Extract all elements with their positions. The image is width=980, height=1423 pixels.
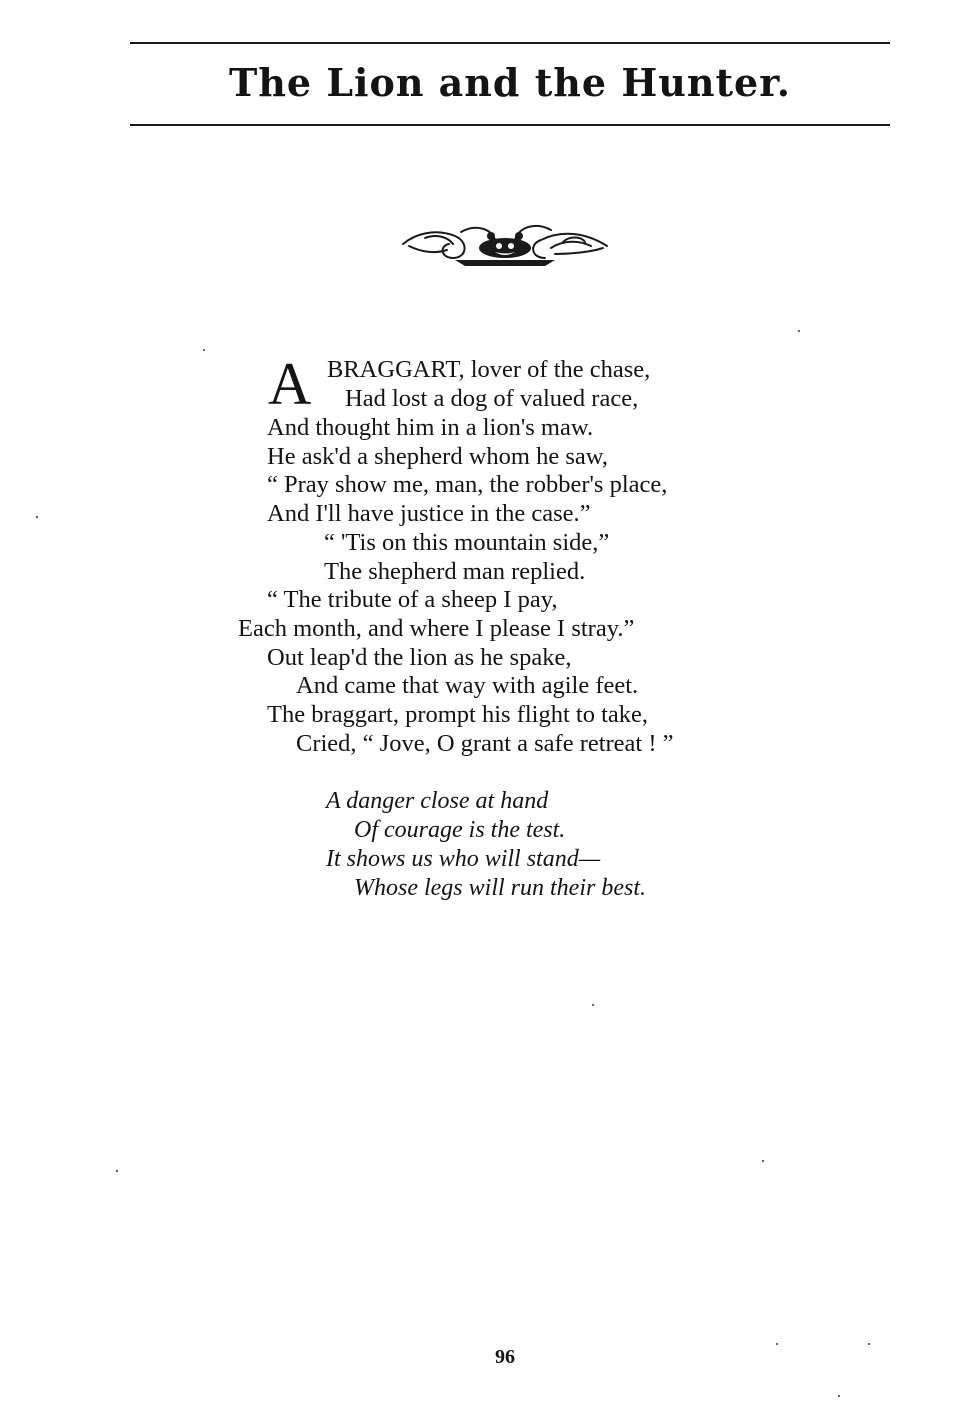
poem-line: And I'll have justice in the case.” <box>267 500 591 527</box>
scan-speck <box>868 1343 870 1345</box>
decorative-scroll-ornament-icon <box>395 214 615 270</box>
scan-speck <box>116 1170 118 1172</box>
top-rule <box>130 42 890 44</box>
moral-line: Whose legs will run their best. <box>354 875 646 901</box>
scan-speck <box>762 1160 764 1162</box>
bottom-rule <box>130 124 890 126</box>
scan-speck <box>203 349 205 351</box>
poem-line: BRAGGART, lover of the chase, <box>327 356 651 383</box>
scan-speck <box>592 1004 594 1006</box>
scan-speck <box>36 516 38 518</box>
moral-line: Of courage is the test. <box>354 817 566 843</box>
scan-speck <box>798 330 800 332</box>
poem-line: The braggart, prompt his flight to take, <box>267 701 649 728</box>
poem-line: Cried, “ Jove, O grant a safe retreat ! ” <box>296 730 674 757</box>
poem-line: Had lost a dog of valued race, <box>345 385 639 412</box>
scan-speck <box>776 1343 778 1345</box>
poem-line: Each month, and where I please I stray.” <box>238 615 635 642</box>
page-title: The Lion and the Hunter. <box>229 60 791 105</box>
poem-line: He ask'd a shepherd whom he saw, <box>267 443 608 470</box>
moral-line: A danger close at hand <box>326 788 549 814</box>
page-number: 96 <box>495 1346 515 1368</box>
poem-line: Out leap'd the lion as he spake, <box>267 644 572 671</box>
poem-line: “ Pray show me, man, the robber's place, <box>267 471 668 498</box>
poem-line: And came that way with agile feet. <box>296 672 639 699</box>
poem-line: “ 'Tis on this mountain side,” <box>324 529 610 556</box>
poem-line: The shepherd man replied. <box>324 558 586 585</box>
scan-speck <box>838 1395 840 1397</box>
drop-cap: A <box>268 351 312 417</box>
moral-line: It shows us who will stand— <box>326 846 601 872</box>
poem-line: “ The tribute of a sheep I pay, <box>267 586 558 613</box>
poem-line: And thought him in a lion's maw. <box>267 414 594 441</box>
